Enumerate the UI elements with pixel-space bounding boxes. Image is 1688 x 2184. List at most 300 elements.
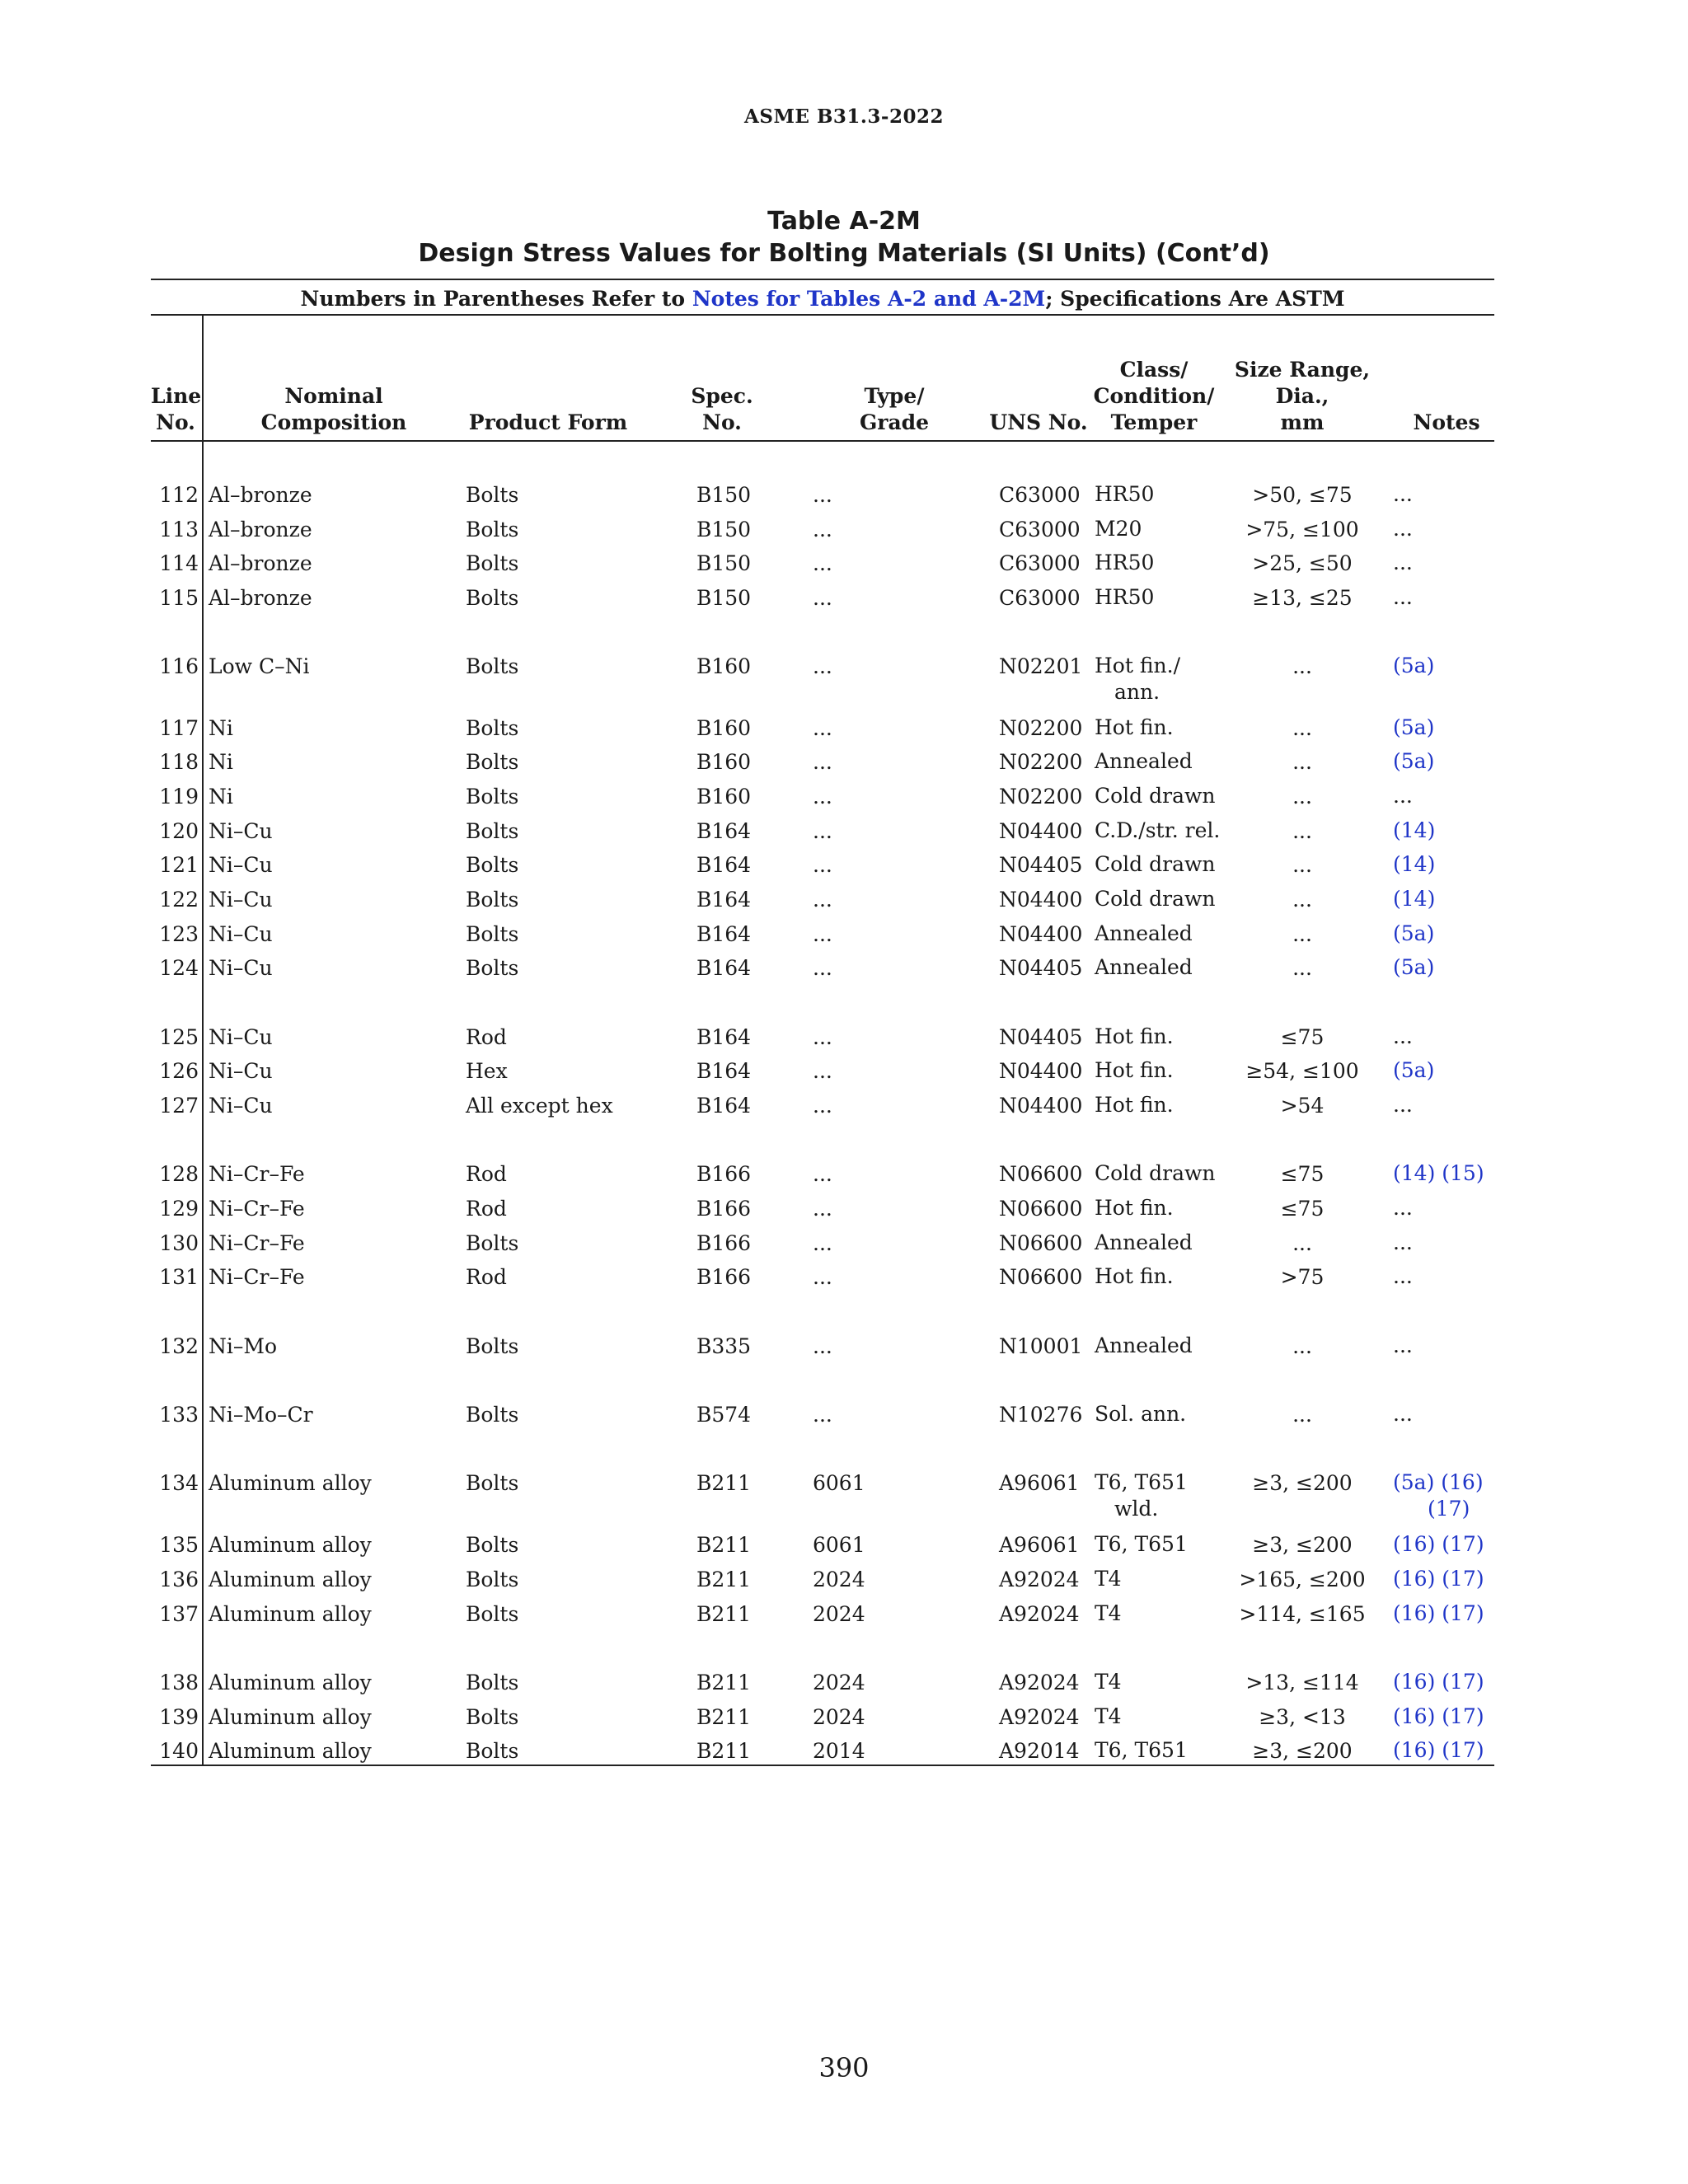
class-condition-line1: Hot fin. [1095, 1024, 1174, 1048]
line-number: 112 [159, 483, 199, 507]
class-condition-line1: Hot fin. [1095, 1264, 1174, 1288]
type-grade: ... [813, 586, 832, 610]
line-number: 129 [159, 1197, 199, 1221]
uns-number: N06600 [999, 1265, 1083, 1289]
table-row [0, 1704, 1688, 1732]
line-number: 122 [159, 888, 199, 912]
table-row [0, 1669, 1688, 1697]
nominal-composition: Aluminum alloy [209, 1533, 372, 1557]
table-row [0, 1230, 1688, 1258]
class-condition-line1: HR50 [1095, 482, 1155, 506]
line-number: 123 [159, 922, 199, 946]
size-range: ... [1292, 785, 1312, 808]
subhead-suffix: ; Specifications Are ASTM [1045, 287, 1345, 311]
line-number: 115 [159, 586, 199, 610]
notes-link[interactable]: Notes for Tables A-2 and A-2M [692, 287, 1046, 311]
type-grade: ... [813, 551, 832, 575]
size-range: ... [1292, 853, 1312, 877]
class-condition-line1: T4 [1095, 1704, 1122, 1728]
class-condition-line1: Hot fin./ [1095, 654, 1180, 677]
product-form: Bolts [466, 1568, 519, 1591]
line-number: 137 [159, 1602, 199, 1626]
nominal-composition: Ni–Cu [209, 888, 273, 912]
table-row [0, 516, 1688, 544]
product-form: Bolts [466, 1471, 519, 1495]
col-header-spec-1: Spec. [691, 384, 753, 408]
class-condition-line1: T4 [1095, 1601, 1122, 1625]
notes-cell [1393, 550, 1413, 576]
notes-cell [1393, 783, 1413, 809]
table-row [0, 954, 1688, 982]
nominal-composition: Ni [209, 785, 233, 808]
uns-number: A96061 [999, 1533, 1080, 1557]
class-condition-line1: Annealed [1095, 1333, 1193, 1357]
line-number: 139 [159, 1705, 199, 1729]
header-rule [151, 440, 1494, 442]
table-row [0, 1057, 1688, 1085]
type-grade: ... [813, 922, 832, 946]
size-range: >13, ≤114 [1245, 1671, 1359, 1694]
notes-link[interactable]: (5a) [1393, 1058, 1435, 1082]
col-header-type-2: Grade [859, 410, 930, 434]
type-grade: ... [813, 518, 832, 541]
spec-number: B166 [696, 1231, 752, 1255]
class-condition-line1: T4 [1095, 1670, 1122, 1694]
type-grade: ... [813, 1197, 832, 1221]
product-form: Bolts [466, 922, 519, 946]
notes-cell [1393, 1531, 1484, 1558]
uns-number: A96061 [999, 1471, 1080, 1495]
type-grade: ... [813, 654, 832, 678]
class-condition [1095, 748, 1193, 775]
product-form: Rod [466, 1197, 507, 1221]
class-condition [1095, 851, 1215, 878]
size-range: ... [1292, 888, 1312, 912]
uns-number: N06600 [999, 1231, 1083, 1255]
spec-number: B211 [696, 1705, 752, 1729]
notes-cell [1393, 1263, 1413, 1290]
notes-cell [1393, 1566, 1484, 1592]
nominal-composition: Ni–Cu [209, 853, 273, 877]
notes-text: ... [1393, 482, 1413, 506]
col-header-size-2: Dia., [1275, 384, 1329, 408]
size-range: >75, ≤100 [1245, 518, 1359, 541]
col-header-product-form: Product Form [468, 410, 628, 434]
type-grade: 2024 [813, 1671, 865, 1694]
class-condition [1095, 1263, 1174, 1290]
class-condition [1095, 818, 1220, 844]
class-condition-line1: HR50 [1095, 551, 1155, 574]
nominal-composition: Ni–Cu [209, 819, 273, 843]
line-number: 120 [159, 819, 199, 843]
notes-cell [1393, 1669, 1484, 1695]
uns-number: A92014 [999, 1739, 1080, 1763]
product-form: Bolts [466, 853, 519, 877]
nominal-composition: Al–bronze [209, 483, 312, 507]
notes-cell [1393, 818, 1435, 844]
spec-number: B574 [696, 1403, 752, 1427]
nominal-composition: Aluminum alloy [209, 1739, 372, 1763]
nominal-composition: Low C–Ni [209, 654, 310, 678]
notes-link[interactable]: (5a) [1393, 715, 1435, 739]
notes-link[interactable]: (16) (17) [1393, 1704, 1484, 1728]
class-condition-line1: Annealed [1095, 749, 1193, 773]
uns-number: N04400 [999, 888, 1083, 912]
type-grade: ... [813, 819, 832, 843]
type-grade: 6061 [813, 1471, 865, 1495]
product-form: Bolts [466, 1403, 519, 1427]
size-range: ≥13, ≤25 [1252, 586, 1353, 610]
col-header-composition [239, 383, 429, 436]
class-condition [1095, 1160, 1215, 1187]
type-grade: ... [813, 1059, 832, 1083]
product-form: Bolts [466, 1602, 519, 1626]
notes-cell [1393, 921, 1434, 947]
class-condition [1095, 584, 1154, 611]
table-subtitle: Design Stress Values for Bolting Materials (SI Units) (Cont’d) [418, 239, 1270, 268]
col-header-class-2: Condition/ [1093, 384, 1215, 408]
class-condition [1095, 1469, 1188, 1522]
notes-cell [1393, 1469, 1484, 1522]
size-range: ... [1292, 750, 1312, 774]
spec-number: B164 [696, 853, 752, 877]
product-form: Bolts [466, 551, 519, 575]
uns-number: C63000 [999, 586, 1081, 610]
table-row [0, 921, 1688, 949]
uns-number: N04400 [999, 1059, 1083, 1083]
notes-link[interactable]: (16) (17) [1393, 1670, 1484, 1694]
notes-link[interactable]: (16) (17) [1393, 1601, 1484, 1625]
spec-number: B164 [696, 888, 752, 912]
notes-cell [1393, 1195, 1413, 1221]
notes-cell [1393, 1333, 1413, 1359]
table-row [0, 1401, 1688, 1429]
size-range: ... [1292, 716, 1312, 740]
notes-link[interactable]: (16) (17) [1393, 1738, 1484, 1762]
class-condition-line1: Annealed [1095, 1230, 1193, 1254]
class-condition [1095, 1704, 1122, 1730]
spec-number: B164 [696, 922, 752, 946]
type-grade: ... [813, 1094, 832, 1118]
table-row [0, 748, 1688, 776]
size-range: ≥54, ≤100 [1245, 1059, 1359, 1083]
class-condition-line1: HR50 [1095, 585, 1155, 609]
notes-text: ... [1393, 784, 1413, 808]
line-number: 132 [159, 1334, 199, 1358]
uns-number: N02200 [999, 716, 1083, 740]
col-header-notes: Notes [1413, 410, 1480, 434]
type-grade: ... [813, 1162, 832, 1186]
product-form: Bolts [466, 1671, 519, 1694]
type-grade: ... [813, 1231, 832, 1255]
notes-link[interactable]: (14) [1393, 887, 1436, 911]
running-header: ASME B31.3-2022 [744, 105, 944, 128]
uns-number: N10001 [999, 1334, 1083, 1358]
table-row [0, 1024, 1688, 1052]
size-range: ≥3, <13 [1259, 1705, 1346, 1729]
table-subhead [151, 287, 1494, 312]
type-grade: 2024 [813, 1602, 865, 1626]
nominal-composition: Al–bronze [209, 586, 312, 610]
uns-number: C63000 [999, 551, 1081, 575]
nominal-composition: Ni [209, 716, 233, 740]
nominal-composition: Ni–Cu [209, 956, 273, 980]
class-condition-line1: T6, T651 [1095, 1470, 1188, 1494]
spec-number: B160 [696, 785, 752, 808]
col-header-line-1: Line [151, 384, 202, 408]
size-range: ≤75 [1280, 1197, 1325, 1221]
nominal-composition: Ni–Cr–Fe [209, 1265, 305, 1289]
notes-cell [1393, 1024, 1413, 1050]
class-condition [1095, 516, 1142, 542]
size-range: >165, ≤200 [1239, 1568, 1366, 1591]
notes-cell [1393, 1230, 1413, 1256]
notes-cell [1393, 481, 1413, 508]
product-form: Hex [466, 1059, 508, 1083]
table-title-block [0, 206, 1688, 270]
notes-text: ... [1393, 551, 1413, 574]
product-form: Bolts [466, 654, 519, 678]
table-row [0, 481, 1688, 509]
notes-cell [1393, 1092, 1413, 1118]
type-grade: ... [813, 750, 832, 774]
notes-link[interactable]: (14) [1393, 852, 1436, 876]
type-grade: 2024 [813, 1568, 865, 1591]
col-header-type [849, 383, 940, 436]
type-grade: ... [813, 1334, 832, 1358]
top-rule [151, 279, 1494, 280]
uns-number: N04405 [999, 1025, 1083, 1049]
size-range: >114, ≤165 [1239, 1602, 1366, 1626]
table-row [0, 1195, 1688, 1223]
table-row [0, 1333, 1688, 1361]
spec-number: B166 [696, 1197, 752, 1221]
class-condition [1095, 886, 1215, 912]
size-range: ... [1292, 1334, 1312, 1358]
col-header-line-2: No. [156, 410, 195, 434]
size-range: ≤75 [1280, 1162, 1325, 1186]
type-grade: ... [813, 716, 832, 740]
notes-text: ... [1393, 517, 1413, 541]
spec-number: B150 [696, 483, 752, 507]
col-header-spec-2: No. [702, 410, 742, 434]
uns-number: A92024 [999, 1705, 1080, 1729]
table-title: Table A-2M [767, 207, 921, 236]
col-header-size [1228, 357, 1376, 436]
table-row [0, 1531, 1688, 1559]
product-form: Bolts [466, 785, 519, 808]
product-form: Bolts [466, 1739, 519, 1763]
class-condition-line1: M20 [1095, 517, 1142, 541]
col-header-composition-1: Nominal [284, 384, 383, 408]
notes-link[interactable]: (14) (15) [1393, 1161, 1484, 1185]
line-number: 134 [159, 1471, 199, 1495]
product-form: Bolts [466, 483, 519, 507]
uns-number: N04405 [999, 956, 1083, 980]
class-condition-line1: Cold drawn [1095, 852, 1216, 876]
class-condition [1095, 1531, 1188, 1558]
uns-number: N02200 [999, 785, 1083, 808]
type-grade: 2014 [813, 1739, 865, 1763]
product-form: Bolts [466, 1231, 519, 1255]
line-number: 119 [159, 785, 199, 808]
table-row [0, 1092, 1688, 1120]
spec-number: B164 [696, 1025, 752, 1049]
class-condition [1095, 653, 1180, 705]
table-row [0, 1566, 1688, 1594]
col-header-class [1088, 357, 1220, 436]
line-number: 117 [159, 716, 199, 740]
nominal-composition: Al–bronze [209, 551, 312, 575]
nominal-composition: Ni–Mo–Cr [209, 1403, 313, 1427]
notes-cell [1393, 1401, 1413, 1427]
class-condition-line1: Annealed [1095, 921, 1193, 945]
line-number: 128 [159, 1162, 199, 1186]
notes-link[interactable]: (5a) [1393, 654, 1435, 677]
table-row [0, 818, 1688, 846]
class-condition [1095, 715, 1174, 741]
class-condition [1095, 954, 1193, 981]
type-grade: ... [813, 1403, 832, 1427]
line-number: 124 [159, 956, 199, 980]
product-form: Rod [466, 1025, 507, 1049]
class-condition-line1: Cold drawn [1095, 784, 1216, 808]
product-form: Bolts [466, 956, 519, 980]
class-condition [1095, 481, 1154, 508]
type-grade: 2024 [813, 1705, 865, 1729]
col-header-spec [681, 383, 763, 436]
notes-cell [1393, 1737, 1484, 1764]
uns-number: N04400 [999, 1094, 1083, 1118]
type-grade: ... [813, 853, 832, 877]
spec-number: B211 [696, 1602, 752, 1626]
col-header-uns: UNS No. [989, 410, 1088, 434]
spec-number: B335 [696, 1334, 752, 1358]
class-condition-line1: Hot fin. [1095, 1058, 1174, 1082]
col-header-composition-2: Composition [260, 410, 407, 434]
col-header-class-1: Class/ [1119, 358, 1189, 382]
product-form: Bolts [466, 716, 519, 740]
class-condition [1095, 1333, 1193, 1359]
size-range: ... [1292, 922, 1312, 946]
notes-text: ... [1393, 1230, 1413, 1254]
line-number: 116 [159, 654, 199, 678]
uns-number: N10276 [999, 1403, 1083, 1427]
notes-cell [1393, 715, 1434, 741]
spec-number: B150 [696, 586, 752, 610]
notes-link[interactable]: (5a) [1393, 921, 1435, 945]
notes-cell [1393, 886, 1435, 912]
class-condition [1095, 1230, 1193, 1256]
spec-number: B211 [696, 1533, 752, 1557]
product-form: Bolts [466, 1705, 519, 1729]
size-range: ≥3, ≤200 [1252, 1533, 1353, 1557]
notes-cell [1393, 516, 1413, 542]
class-condition [1095, 1566, 1122, 1592]
nominal-composition: Aluminum alloy [209, 1471, 372, 1495]
class-condition-line1: Annealed [1095, 955, 1193, 979]
line-number: 127 [159, 1094, 199, 1118]
notes-text: ... [1393, 1402, 1413, 1426]
nominal-composition: Ni [209, 750, 233, 774]
spec-number: B211 [696, 1739, 752, 1763]
table-row [0, 653, 1688, 704]
spec-number: B211 [696, 1568, 752, 1591]
notes-link[interactable]: (17) [1428, 1497, 1470, 1521]
notes-cell [1393, 584, 1413, 611]
uns-number: A92024 [999, 1602, 1080, 1626]
class-condition-line2: wld. [1114, 1497, 1159, 1521]
nominal-composition: Ni–Cr–Fe [209, 1231, 305, 1255]
product-form: Bolts [466, 586, 519, 610]
spec-number: B160 [696, 750, 752, 774]
notes-link[interactable]: (5a) [1393, 749, 1435, 773]
line-number: 138 [159, 1671, 199, 1694]
spec-number: B166 [696, 1265, 752, 1289]
col-header-class-3: Temper [1110, 410, 1198, 434]
size-range: ≥3, ≤200 [1252, 1471, 1353, 1495]
type-grade: ... [813, 483, 832, 507]
line-number: 133 [159, 1403, 199, 1427]
spec-number: B164 [696, 819, 752, 843]
class-condition [1095, 921, 1193, 947]
uns-number: N04400 [999, 819, 1083, 843]
class-condition [1095, 550, 1154, 576]
class-condition-line1: Hot fin. [1095, 715, 1174, 739]
nominal-composition: Aluminum alloy [209, 1671, 372, 1694]
uns-number: C63000 [999, 518, 1081, 541]
notes-link[interactable]: (5a) (16) [1393, 1470, 1484, 1494]
nominal-composition: Aluminum alloy [209, 1705, 372, 1729]
class-condition [1095, 1092, 1174, 1118]
notes-cell [1393, 653, 1434, 679]
notes-link[interactable]: (16) (17) [1393, 1567, 1484, 1591]
class-condition-line1: T4 [1095, 1567, 1122, 1591]
product-form: Bolts [466, 750, 519, 774]
notes-text: ... [1393, 1264, 1413, 1288]
nominal-composition: Ni–Cr–Fe [209, 1162, 305, 1186]
table-row [0, 1737, 1688, 1765]
type-grade: ... [813, 785, 832, 808]
product-form: Bolts [466, 888, 519, 912]
size-range: ≤75 [1280, 1025, 1325, 1049]
size-range: ... [1292, 1231, 1312, 1255]
table-row [0, 1263, 1688, 1291]
notes-text: ... [1393, 585, 1413, 609]
class-condition-line1: Hot fin. [1095, 1093, 1174, 1117]
notes-cell [1393, 1704, 1484, 1730]
line-number: 113 [159, 518, 199, 541]
spec-number: B211 [696, 1471, 752, 1495]
class-condition [1095, 783, 1215, 809]
notes-link[interactable]: (5a) [1393, 955, 1435, 979]
line-number: 126 [159, 1059, 199, 1083]
nominal-composition: Aluminum alloy [209, 1602, 372, 1626]
nominal-composition: Al–bronze [209, 518, 312, 541]
class-condition [1095, 1669, 1122, 1695]
class-condition [1095, 1057, 1174, 1084]
line-number: 114 [159, 551, 199, 575]
size-range: ... [1292, 1403, 1312, 1427]
notes-link[interactable]: (16) (17) [1393, 1532, 1484, 1556]
notes-link[interactable]: (14) [1393, 818, 1436, 842]
size-range: ... [1292, 956, 1312, 980]
uns-number: N02201 [999, 654, 1083, 678]
spec-number: B160 [696, 654, 752, 678]
class-condition [1095, 1195, 1174, 1221]
nominal-composition: Ni–Mo [209, 1334, 278, 1358]
nominal-composition: Aluminum alloy [209, 1568, 372, 1591]
